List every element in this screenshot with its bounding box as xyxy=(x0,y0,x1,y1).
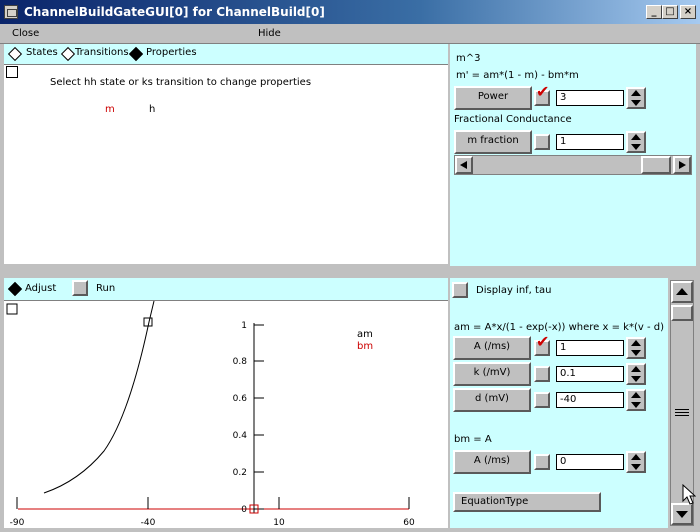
menu-bar xyxy=(0,24,700,44)
menu-hide[interactable]: Hide xyxy=(258,28,281,39)
mfraction-button[interactable]: m fraction xyxy=(454,130,532,154)
state-canvas[interactable] xyxy=(4,64,448,264)
bm-a-button[interactable]: A (/ms) xyxy=(453,450,531,474)
mode-bar xyxy=(4,278,448,300)
scroll-down-button[interactable] xyxy=(671,503,693,525)
am-k-checkbox[interactable] xyxy=(534,366,550,382)
am-k-spinner[interactable] xyxy=(626,363,646,385)
x-tick-label: -40 xyxy=(140,518,156,528)
app-icon xyxy=(4,5,18,19)
y-tick-label: 0.4 xyxy=(232,431,247,441)
close-window-button[interactable]: × xyxy=(680,5,696,19)
properties-radio[interactable] xyxy=(129,47,143,61)
scroll-grip[interactable] xyxy=(675,412,689,413)
up-arrow-icon xyxy=(673,283,691,301)
canvas-menu-box[interactable] xyxy=(6,66,18,78)
bm-a-spinner[interactable] xyxy=(626,451,646,473)
run-checkbox[interactable] xyxy=(72,280,88,296)
minimize-button[interactable]: _ xyxy=(646,5,662,19)
power-spinner[interactable] xyxy=(626,87,646,109)
tab-strip xyxy=(4,44,448,64)
scroll-grip[interactable] xyxy=(675,415,689,416)
y-tick-label: 0.2 xyxy=(232,468,247,478)
mfraction-field[interactable]: 1 xyxy=(556,134,624,150)
bm-a-field[interactable]: 0 xyxy=(556,454,624,470)
right-arrow-icon xyxy=(675,158,689,172)
checkmark-icon: ✔ xyxy=(536,82,550,101)
power-field[interactable]: 3 xyxy=(556,90,624,106)
x-tick-label: 10 xyxy=(273,518,285,528)
am-k-button[interactable]: k (/mV) xyxy=(453,362,531,386)
bm-a-checkbox[interactable] xyxy=(534,454,550,470)
state-m[interactable]: m xyxy=(105,104,115,115)
bm-formula: bm = A xyxy=(454,434,492,445)
equation-text: m' = am*(1 - m) - bm*m xyxy=(456,70,579,81)
expression-text: m^3 xyxy=(456,53,481,64)
equation-type-button[interactable]: EquationType xyxy=(453,492,601,512)
slider-left-arrow[interactable] xyxy=(455,156,473,174)
scroll-thumb-top[interactable] xyxy=(671,305,693,321)
power-button[interactable]: Power xyxy=(454,86,532,110)
mouse-cursor-icon xyxy=(682,484,696,506)
am-a-button[interactable]: A (/ms) xyxy=(453,336,531,360)
tab-properties[interactable]: Properties xyxy=(146,47,197,58)
am-k-field[interactable]: 0.1 xyxy=(556,366,624,382)
y-tick-label: 0.8 xyxy=(232,357,247,367)
adjust-radio[interactable] xyxy=(8,282,22,296)
x-tick-label: 60 xyxy=(403,518,415,528)
am-d-checkbox[interactable] xyxy=(534,392,550,408)
tab-states[interactable]: States xyxy=(26,47,58,58)
rate-chart[interactable] xyxy=(4,300,448,528)
state-h[interactable]: h xyxy=(149,104,156,115)
tab-transitions[interactable]: Transitions xyxy=(75,47,129,58)
maximize-button[interactable]: □ xyxy=(662,5,678,19)
display-inf-tau-label[interactable]: Display inf, tau xyxy=(476,285,552,296)
rate-chart-svg[interactable] xyxy=(4,301,448,529)
checkmark-icon: ✔ xyxy=(536,332,550,351)
states-radio[interactable] xyxy=(8,47,22,61)
properties-panel xyxy=(450,44,696,266)
display-inf-tau-checkbox[interactable] xyxy=(452,282,468,298)
adjust-label[interactable]: Adjust xyxy=(25,283,57,294)
slider-thumb[interactable] xyxy=(641,156,671,174)
parameters-panel xyxy=(450,278,668,528)
slider-right-arrow[interactable] xyxy=(673,156,691,174)
left-arrow-icon xyxy=(457,158,471,172)
am-d-field[interactable]: -40 xyxy=(556,392,624,408)
window-title: ChannelBuildGateGUI[0] for ChannelBuild[0] xyxy=(24,5,325,19)
transitions-radio[interactable] xyxy=(61,47,75,61)
mfraction-checkbox[interactable] xyxy=(534,134,550,150)
title-bar xyxy=(0,0,700,24)
y-tick-label: 0 xyxy=(241,505,247,515)
am-a-field[interactable]: 1 xyxy=(556,340,624,356)
fc-label: Fractional Conductance xyxy=(454,114,572,125)
am-d-spinner[interactable] xyxy=(626,389,646,411)
scroll-up-button[interactable] xyxy=(671,281,693,303)
legend-bm: bm xyxy=(357,341,374,352)
am-curve xyxy=(44,301,154,493)
menu-close[interactable]: Close xyxy=(12,28,40,39)
y-tick-label: 1 xyxy=(241,321,247,331)
chart-menu-box xyxy=(7,304,17,314)
am-d-button[interactable]: d (mV) xyxy=(453,388,531,412)
y-tick-label: 0.6 xyxy=(232,394,247,404)
scroll-grip[interactable] xyxy=(675,409,689,410)
am-formula: am = A*x/(1 - exp(-x)) where x = k*(v - d) xyxy=(454,322,664,333)
run-label[interactable]: Run xyxy=(96,283,116,294)
x-tick-label: -90 xyxy=(9,518,25,528)
instruction-text: Select hh state or ks transition to change properties xyxy=(50,77,312,88)
legend-am: am xyxy=(357,329,373,340)
mfraction-slider[interactable] xyxy=(454,155,692,175)
am-a-spinner[interactable] xyxy=(626,337,646,359)
down-arrow-icon xyxy=(673,505,691,523)
mfraction-spinner[interactable] xyxy=(626,131,646,153)
